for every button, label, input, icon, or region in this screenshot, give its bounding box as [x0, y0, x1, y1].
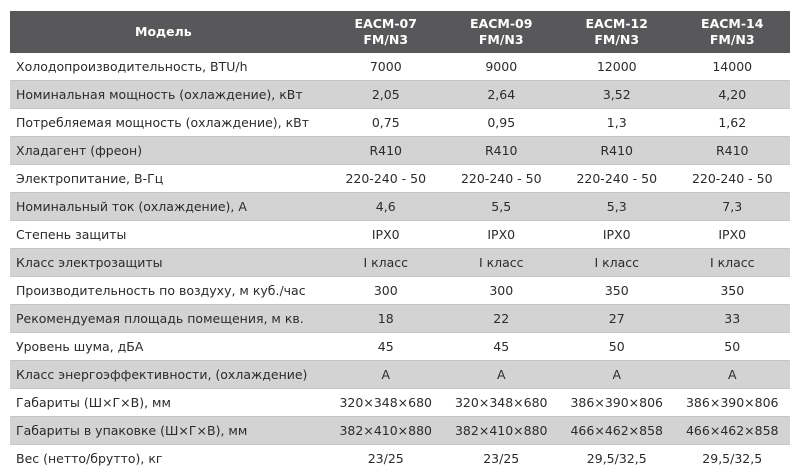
row-value: 466×462×858	[675, 417, 791, 445]
row-label: Вес (нетто/брутто), кг	[10, 445, 328, 472]
row-value: 382×410×880	[328, 417, 444, 445]
row-value: 220-240 - 50	[444, 165, 560, 193]
row-value: 320×348×680	[328, 389, 444, 417]
table-row	[10, 417, 790, 445]
row-label: Потребляемая мощность (охлаждение), кВт	[10, 109, 328, 137]
header-model-0	[328, 11, 444, 53]
row-label: Габариты (Ш×Г×В), мм	[10, 389, 328, 417]
row-value: 4,6	[328, 193, 444, 221]
row-value: IPX0	[328, 221, 444, 249]
row-value: 1,3	[559, 109, 675, 137]
row-label: Хладагент (фреон)	[10, 137, 328, 165]
row-value: 220-240 - 50	[328, 165, 444, 193]
row-label: Класс энергоэффективности, (охлаждение)	[10, 361, 328, 389]
row-value: 0,95	[444, 109, 560, 137]
row-value: A	[328, 361, 444, 389]
table-header	[10, 11, 790, 53]
row-value: 45	[444, 333, 560, 361]
row-value: 300	[328, 277, 444, 305]
header-model-2	[559, 11, 675, 53]
row-label: Производительность по воздуху, м куб./час	[10, 277, 328, 305]
row-value: 382×410×880	[444, 417, 560, 445]
row-value: IPX0	[444, 221, 560, 249]
header-model-suffix: FM/N3	[559, 32, 675, 48]
row-value: 5,3	[559, 193, 675, 221]
table-row	[10, 305, 790, 333]
table-row	[10, 221, 790, 249]
row-value: IPX0	[675, 221, 791, 249]
header-model-label: Модель	[10, 11, 328, 53]
table-row	[10, 109, 790, 137]
row-value: 386×390×806	[675, 389, 791, 417]
row-value: 300	[444, 277, 560, 305]
row-value: 4,20	[675, 81, 791, 109]
row-label: Рекомендуемая площадь помещения, м кв.	[10, 305, 328, 333]
row-value: IPX0	[559, 221, 675, 249]
row-label: Холодопроизводительность, BTU/h	[10, 53, 328, 81]
row-value: 220-240 - 50	[675, 165, 791, 193]
row-value: R410	[328, 137, 444, 165]
row-value: I класс	[328, 249, 444, 277]
row-value: A	[559, 361, 675, 389]
table-row	[10, 193, 790, 221]
table-row	[10, 445, 790, 472]
row-value: 320×348×680	[444, 389, 560, 417]
row-value: R410	[559, 137, 675, 165]
row-value: 9000	[444, 53, 560, 81]
row-value: R410	[675, 137, 791, 165]
header-model-suffix: FM/N3	[328, 32, 444, 48]
row-value: 22	[444, 305, 560, 333]
table-row	[10, 137, 790, 165]
row-value: I класс	[444, 249, 560, 277]
row-value: 23/25	[328, 445, 444, 472]
row-value: 14000	[675, 53, 791, 81]
row-value: 466×462×858	[559, 417, 675, 445]
row-value: 2,05	[328, 81, 444, 109]
row-value: A	[444, 361, 560, 389]
table-row	[10, 333, 790, 361]
row-value: 386×390×806	[559, 389, 675, 417]
row-label: Класс электрозащиты	[10, 249, 328, 277]
table-row	[10, 53, 790, 81]
row-value: 18	[328, 305, 444, 333]
row-value: A	[675, 361, 791, 389]
table-body	[10, 53, 790, 472]
row-value: 29,5/32,5	[675, 445, 791, 472]
row-value: 1,62	[675, 109, 791, 137]
table-row	[10, 249, 790, 277]
row-value: 45	[328, 333, 444, 361]
header-model-name: EACM-09	[444, 16, 560, 32]
row-label: Электропитание, В-Гц	[10, 165, 328, 193]
header-row	[10, 11, 790, 53]
row-value: 50	[559, 333, 675, 361]
header-model-name: EACM-12	[559, 16, 675, 32]
header-model-name: EACM-14	[675, 16, 791, 32]
row-label: Степень защиты	[10, 221, 328, 249]
row-value: 220-240 - 50	[559, 165, 675, 193]
row-value: 0,75	[328, 109, 444, 137]
spec-table	[10, 11, 790, 472]
row-label: Уровень шума, дБА	[10, 333, 328, 361]
row-value: 12000	[559, 53, 675, 81]
row-label: Номинальный ток (охлаждение), А	[10, 193, 328, 221]
row-value: I класс	[559, 249, 675, 277]
row-value: 350	[675, 277, 791, 305]
row-label: Номинальная мощность (охлаждение), кВт	[10, 81, 328, 109]
table-row	[10, 165, 790, 193]
header-model-suffix: FM/N3	[675, 32, 791, 48]
row-value: 2,64	[444, 81, 560, 109]
table-row	[10, 81, 790, 109]
row-value: 23/25	[444, 445, 560, 472]
row-value: 33	[675, 305, 791, 333]
row-value: 350	[559, 277, 675, 305]
header-model-3	[675, 11, 791, 53]
table-row	[10, 361, 790, 389]
row-value: R410	[444, 137, 560, 165]
table-row	[10, 389, 790, 417]
row-value: 7,3	[675, 193, 791, 221]
row-value: 3,52	[559, 81, 675, 109]
row-value: I класс	[675, 249, 791, 277]
row-value: 27	[559, 305, 675, 333]
header-model-name: EACM-07	[328, 16, 444, 32]
row-value: 50	[675, 333, 791, 361]
row-value: 29,5/32,5	[559, 445, 675, 472]
row-value: 5,5	[444, 193, 560, 221]
header-model-1	[444, 11, 560, 53]
header-model-suffix: FM/N3	[444, 32, 560, 48]
row-label: Габариты в упаковке (Ш×Г×В), мм	[10, 417, 328, 445]
row-value: 7000	[328, 53, 444, 81]
table-row	[10, 277, 790, 305]
